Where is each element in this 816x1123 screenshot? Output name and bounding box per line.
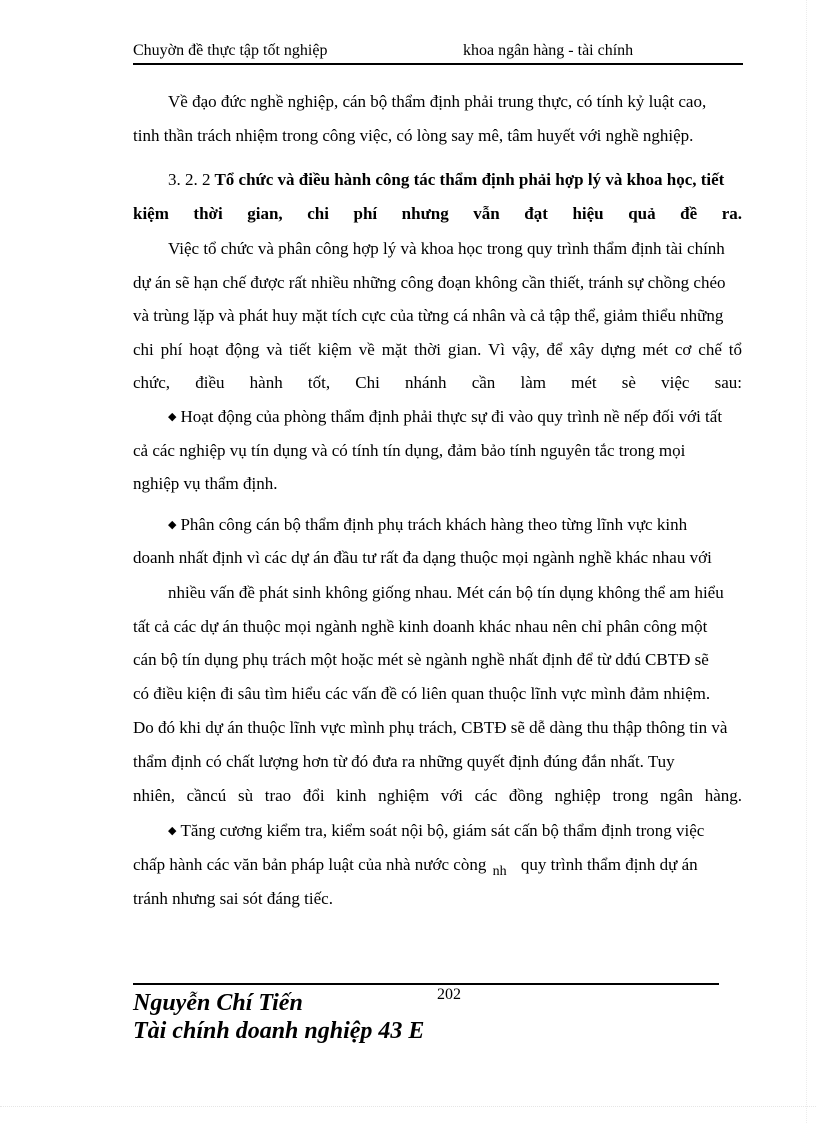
page-edge-right — [806, 0, 807, 1123]
section-heading-line-1 — [168, 170, 742, 190]
bullet-2-text: Phân công cán bộ thẩm định phụ trách khách hàng theo từng lĩnh vực kinh — [180, 515, 688, 534]
bullet-3-line-2-part-1: chấp hành các văn bản pháp luật của nhà nước còng — [133, 855, 487, 874]
bullet-3-text: Tăng cương kiểm tra, kiểm soát nội bộ, giám sát cấn bộ thẩm định trong việc — [180, 821, 705, 840]
bullet-2-line-1 — [168, 515, 742, 535]
bullet-1-text: Hoạt động của phòng thẩm định phải thực sự đi vào quy trình nề nếp đối với tất — [180, 407, 723, 426]
diamond-bullet-icon: ◆ — [168, 825, 177, 837]
diamond-bullet-icon: ◆ — [168, 411, 177, 423]
bullet-2-line-7: Do đó khi dự án thuộc lĩnh vực mình phụ trách, CBTĐ sẽ dễ dàng thu thập thông tin và — [133, 718, 728, 737]
bullet-2-line-3: nhiều vấn đề phát sinh không giống nhau. Mét cán bộ tín dụng không thể am hiểu — [168, 583, 724, 602]
bullet-3-line-2-subscript: nh — [492, 864, 507, 879]
bullet-2-line-5: cán bộ tín dụng phụ trách một hoặc mét sè ngành nghề nhất định để từ dđú CBTĐ sẽ — [133, 650, 709, 669]
bullet-3-line-1 — [168, 821, 742, 841]
bullet-2-line-6: có điều kiện đi sâu tìm hiểu các vấn đề có liên quan thuộc lĩnh vực mình đảm nhiệm. — [133, 684, 711, 703]
p2-line-3: và trùng lặp và phát huy mặt tích cực của từng cá nhân và cả tập thể, giảm thiểu những — [133, 306, 724, 325]
bullet-3-line-2 — [133, 855, 742, 879]
bullet-2-line-8: thẩm định có chất lượng hơn từ đó đưa ra những quyết định đúng đắn nhất. Tuy — [133, 752, 675, 771]
p2-line-2: dự án sẽ hạn chế được rất nhiều những công đoạn không cần thiết, tránh sự chồng chéo — [133, 273, 726, 292]
bullet-1-line-3: nghiệp vụ thẩm định. — [133, 474, 278, 493]
bullet-2-line-9: nhiên, cầncú sù trao đổi kinh nghiệm với các đồng nghiệp trong ngân hàng. — [133, 786, 742, 805]
page-header — [133, 40, 743, 62]
author-name: Nguyễn Chí Tiến — [133, 990, 303, 1016]
diamond-bullet-icon: ◆ — [168, 519, 177, 531]
page-edge-bottom — [0, 1106, 816, 1107]
header-left-text: Chuyờn đề thực tập tốt nghiệp — [133, 42, 328, 59]
header-right-text: khoa ngân hàng - tài chính — [463, 42, 634, 59]
page-number: 202 — [437, 986, 461, 1003]
section-heading-line-2: kiệm thời gian, chi phí nhưng vẫn đạt hiệu quả đề ra. — [133, 204, 742, 223]
bullet-1-line-2: cả các nghiệp vụ tín dụng và có tính tín dụng, đảm bảo tính nguyên tắc trong mọi — [133, 441, 686, 460]
p2-line-4: chi phí hoạt động và tiết kiệm về mặt thời gian. Vì vậy, để xây dựng mét cơ chế tổ — [133, 340, 742, 359]
bullet-3-line-3: tránh nhưng sai sót đáng tiếc. — [133, 889, 333, 908]
bullet-2-line-4: tất cả các dự án thuộc mọi ngành nghề kinh doanh khác nhau nên chỉ phân công một — [133, 617, 708, 636]
faculty-name: Tài chính doanh nghiệp 43 E — [133, 1018, 425, 1044]
p2-line-1: Việc tổ chức và phân công hợp lý và khoa học trong quy trình thẩm định tài chính — [168, 239, 725, 258]
section-number: 3. 2. 2 — [168, 170, 211, 189]
footer-rule — [133, 983, 719, 985]
p1-line-2: tinh thần trách nhiệm trong công việc, có lòng say mê, tâm huyết với nghề nghiệp. — [133, 126, 694, 145]
bullet-3-line-2-part-2: quy trình thẩm định dự án — [520, 855, 698, 874]
section-heading-text: Tổ chức và điều hành công tác thẩm định phải hợp lý và khoa học, tiết — [214, 170, 725, 189]
bullet-2-line-2: doanh nhất định vì các dự án đầu tư rất đa dạng thuộc mọi ngành nghề khác nhau với — [133, 548, 712, 567]
p2-line-5: chức, điều hành tốt, Chi nhánh cần làm mét sè việc sau: — [133, 373, 742, 392]
p1-line-1: Về đạo đức nghề nghiệp, cán bộ thẩm định phải trung thực, có tính kỷ luật cao, — [168, 92, 707, 111]
bullet-1-line-1 — [168, 407, 742, 427]
header-rule — [133, 63, 743, 65]
